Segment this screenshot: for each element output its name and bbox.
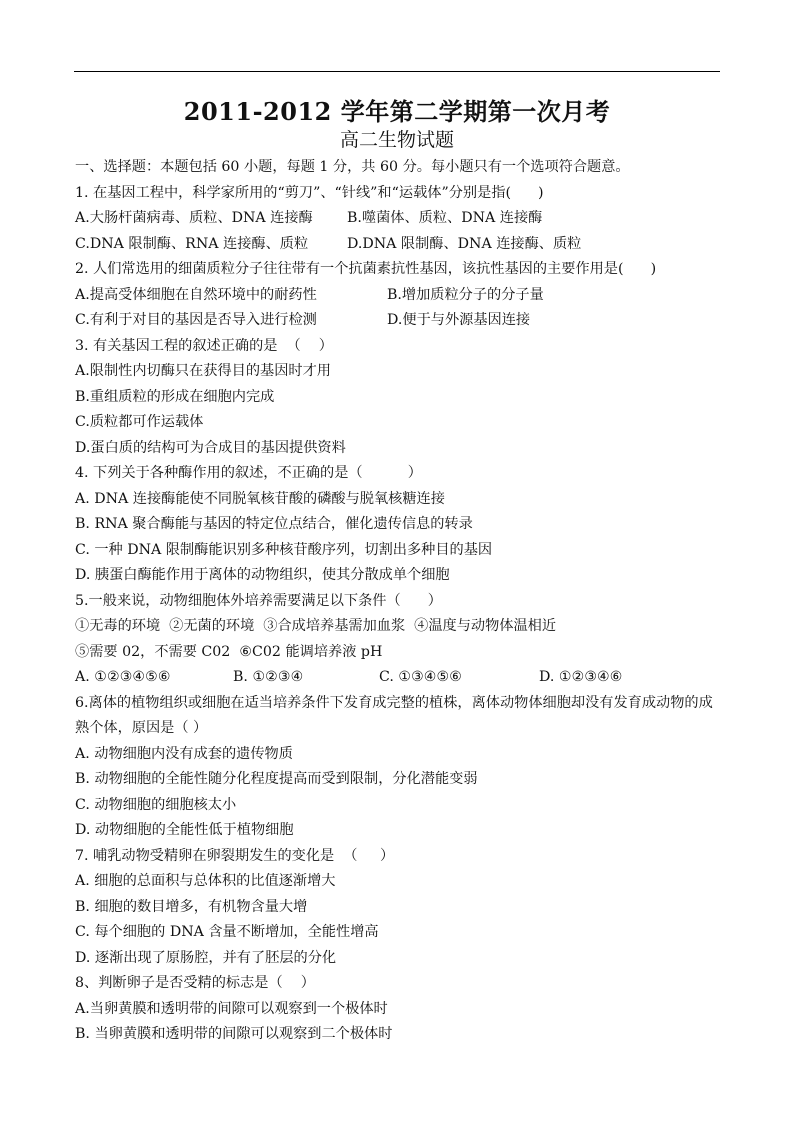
option-row: [75, 436, 755, 462]
option-text: B. 当卵黄膜和透明带的间隙可以观察到二个极体时: [75, 1026, 393, 1042]
question-6: [75, 691, 755, 844]
option-text: C. 动物细胞的细胞核太小: [75, 796, 237, 813]
question-stem: 5.一般来说，动物细胞体外培养需要满足以下条件（ ）: [75, 592, 442, 609]
option-text: ⑤需要 02，不需要 C02 ⑥C02 能调培养液 pH: [75, 643, 383, 660]
option-text: B. RNA 聚合酶能与基因的特定位点结合，催化遗传信息的转录: [75, 516, 473, 532]
option-row: [75, 512, 755, 538]
question-4: [75, 461, 755, 589]
question-stem: 6.离体的植物组织或细胞在适当培养条件下发育成完整的植株，离体动物体细胞却没有发育成动物的成熟个体，原因是（ ）: [75, 694, 713, 736]
question-stem: 4. 下列关于各种酶作用的叙述，不正确的是（ ）: [75, 465, 422, 481]
option-text: C.DNA 限制酶、RNA 连接酶、质粒: [75, 235, 309, 252]
option-row: [75, 283, 755, 309]
option-row: [75, 895, 755, 921]
exam-subtitle: 高二生物试题: [339, 129, 454, 151]
option-row: [75, 742, 755, 768]
question-stem: 1. 在基因工程中，科学家所用的“剪刀”、“针线”和“运载体”分别是指( ): [75, 184, 544, 201]
option-text: A.大肠杆菌病毒、质粒、DNA 连接酶: [75, 210, 313, 226]
question-5: [75, 589, 755, 691]
option-row: [75, 818, 755, 844]
exam-title: 2011-2012 学年第二学期第一次月考: [183, 97, 611, 126]
option-row: [75, 640, 755, 666]
section-heading: 一、选择题：本题包括 60 小题，每题 1 分，共 60 分。每小题只有一个选项符合题意。: [75, 159, 630, 175]
option-text: D.便于与外源基因连接: [387, 312, 531, 328]
option-row: [75, 232, 755, 258]
option-text: B. ①②③④: [233, 669, 304, 685]
option-row: [75, 308, 755, 334]
option-text: C. 每个细胞的 DNA 含量不断增加，全能性增高: [75, 924, 379, 940]
option-text: D. 逐渐出现了原肠腔，并有了胚层的分化: [75, 949, 337, 966]
question-list: [75, 181, 755, 1048]
option-text: A. DNA 连接酶能使不同脱氧核苷酸的磷酸与脱氧核糖连接: [75, 490, 445, 507]
question-stem: 2. 人们常选用的细菌质粒分子往往带有一个抗菌素抗性基因，该抗性基因的主要作用是( ): [75, 261, 657, 277]
option-row: [75, 538, 755, 564]
question-8: [75, 971, 755, 1048]
option-text: C.有利于对目的基因是否导入进行检测: [75, 312, 317, 328]
option-text: A. 动物细胞内没有成套的遗传物质: [75, 745, 293, 762]
option-row: [75, 410, 755, 436]
question-stem: 3. 有关基因工程的叙述正确的是 （ ）: [75, 337, 333, 354]
option-row: [75, 793, 755, 819]
option-row: [75, 614, 755, 640]
option-text: B.增加质粒分子的分子量: [387, 286, 544, 303]
option-text: B.噬菌体、质粒、DNA 连接酶: [347, 210, 543, 226]
question-stem: 7. 哺乳动物受精卵在卵裂期发生的变化是 （ ）: [75, 847, 395, 864]
option-text: B. 细胞的数目增多，有机物含量大增: [75, 898, 308, 915]
option-text: A. 细胞的总面积与总体积的比值逐渐增大: [75, 873, 336, 889]
option-row: [75, 946, 755, 972]
option-text: C. 一种 DNA 限制酶能识别多种核苷酸序列，切割出多种目的基因: [75, 541, 493, 558]
option-row: [75, 206, 755, 232]
option-row: [75, 487, 755, 513]
option-text: ①无毒的环境 ②无菌的环境 ③合成培养基需加血浆 ④温度与动物体温相近: [75, 618, 557, 634]
question-2: [75, 257, 755, 334]
option-text: A.限制性内切酶只在获得目的基因时才用: [75, 363, 331, 379]
option-row: [75, 563, 755, 589]
option-row: [75, 767, 755, 793]
option-row: [75, 359, 755, 385]
option-text: C.质粒都可作运载体: [75, 414, 204, 430]
exam-content: [75, 155, 755, 1048]
option-text: B. 动物细胞的全能性随分化程度提高而受到限制，分化潜能变弱: [75, 771, 478, 787]
option-text: D. 胰蛋白酶能作用于离体的动物组织，使其分散成单个细胞: [75, 567, 450, 583]
option-text: C. ①③④⑤⑥: [379, 669, 462, 685]
option-text: A.提高受体细胞在自然环境中的耐药性: [75, 286, 317, 303]
header-rule: [74, 71, 720, 72]
option-row: [75, 1022, 755, 1048]
option-text: D.DNA 限制酶、DNA 连接酶、质粒: [347, 235, 582, 252]
option-text: A.当卵黄膜和透明带的间隙可以观察到一个极体时: [75, 1000, 388, 1017]
option-row: [75, 385, 755, 411]
option-text: D.蛋白质的结构可为合成目的基因提供资料: [75, 439, 346, 456]
option-row: [75, 869, 755, 895]
option-row: [75, 997, 755, 1023]
option-text: A. ①②③④⑤⑥: [75, 669, 171, 685]
option-row: [75, 665, 755, 691]
question-1: [75, 181, 755, 258]
option-text: D. 动物细胞的全能性低于植物细胞: [75, 822, 294, 838]
question-7: [75, 844, 755, 972]
option-text: B.重组质粒的形成在细胞内完成: [75, 388, 275, 405]
question-stem: 8、判断卵子是否受精的标志是（ ）: [75, 975, 315, 991]
question-3: [75, 334, 755, 462]
option-text: D. ①②③④⑥: [539, 669, 623, 685]
option-row: [75, 920, 755, 946]
